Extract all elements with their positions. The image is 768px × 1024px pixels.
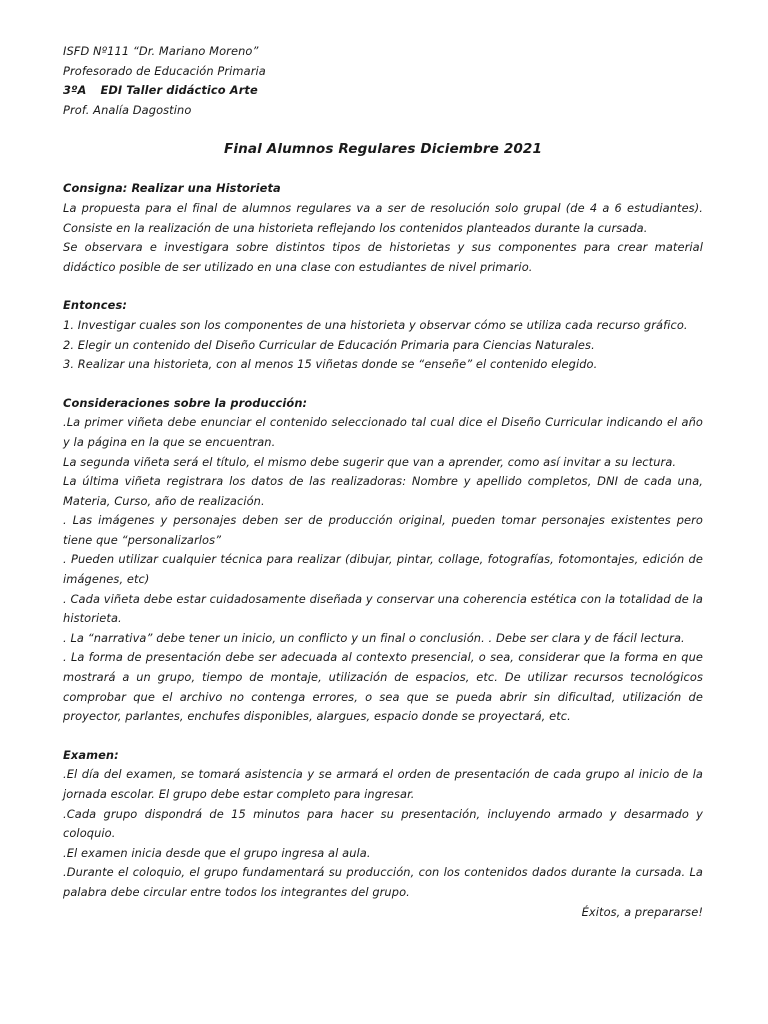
examen-section xyxy=(63,746,703,922)
examen-heading: Examen: xyxy=(63,747,119,762)
consideraciones-item: . La “narrativa” debe tener un inicio, un conflicto y un final o conclusión. . Debe ser clara y de fácil lectura. xyxy=(63,630,685,645)
consideraciones-section xyxy=(63,394,703,727)
consideraciones-item: .La primer viñeta debe enunciar el contenido seleccionado tal cual dice el Diseño Curricular indicando el año y la página en la que se encuentran. xyxy=(63,415,703,449)
consideraciones-item: . Las imágenes y personajes deben ser de producción original, pueden tomar personajes existentes pero tiene que “personalizarlos” xyxy=(63,513,703,547)
consigna-paragraph: Se observara e investigara sobre distintos tipos de historietas y sus componentes para crear material didáctico posible de ser utilizado en una clase con estudiantes de nivel primario. xyxy=(63,240,703,274)
consideraciones-heading: Consideraciones sobre la producción: xyxy=(63,395,308,410)
program-line: Profesorado de Educación Primaria xyxy=(63,63,266,78)
course-name: EDI Taller didáctico Arte xyxy=(100,83,258,98)
examen-item: .El día del examen, se tomará asistencia y se armará el orden de presentación de cada grupo al inicio de la jornada escolar. El grupo debe estar completo para ingresar. xyxy=(63,767,703,801)
document-page xyxy=(63,42,703,922)
examen-item: .Cada grupo dispondrá de 15 minutos para hacer su presentación, incluyendo armado y desarmado y coloquio. xyxy=(63,806,703,841)
consideraciones-item: . Cada viñeta debe estar cuidadosamente diseñada y conservar una coherencia estética con la totalidad de la historieta. xyxy=(63,591,703,626)
document-title: Final Alumnos Regulares Diciembre 2021 xyxy=(223,141,543,158)
course-code: 3ºA xyxy=(63,83,87,98)
document-header xyxy=(63,42,703,120)
entonces-item: 3. Realizar una historieta, con al menos 15 viñetas donde se “enseñe” el contenido elegido. xyxy=(63,357,598,372)
institution-line: ISFD Nº111 “Dr. Mariano Moreno” xyxy=(63,44,259,58)
consigna-heading: Consigna: Realizar una Historieta xyxy=(63,181,281,196)
consideraciones-item: La segunda viñeta será el título, el mismo debe sugerir que van a aprender, como así invitar a su lectura. xyxy=(63,454,677,469)
entonces-section xyxy=(63,296,703,374)
course-line xyxy=(63,81,703,101)
entonces-heading: Entonces: xyxy=(63,298,127,313)
closing-line: Éxitos, a prepararse! xyxy=(581,904,703,919)
entonces-item: 1. Investigar cuales son los componentes de una historieta y observar cómo se utiliza cada recurso gráfico. xyxy=(63,317,688,332)
consideraciones-item: . La forma de presentación debe ser adecuada al contexto presencial, o sea, considerar que la forma en que mostrará a un grupo, tiempo de montaje, utilización de espacios, etc. De utilizar recursos tecnológicos comprobar que el archivo no contenga errores, o sea que se pueda abrir sin dificultad, utilización de proyector, parlantes, enchufes disponibles, alargues, espacio donde se proyectará, etc. xyxy=(63,650,703,724)
examen-item: .Durante el coloquio, el grupo fundamentará su producción, con los contenidos dados durante la cursada. La palabra debe circular entre todos los integrantes del grupo. xyxy=(63,865,703,899)
entonces-item: 2. Elegir un contenido del Diseño Curricular de Educación Primaria para Ciencias Naturales. xyxy=(63,337,595,352)
examen-item: .El examen inicia desde que el grupo ingresa al aula. xyxy=(63,845,371,860)
consideraciones-item: La última viñeta registrara los datos de las realizadoras: Nombre y apellido completos, DNI de cada una, Materia, Curso, año de realización. xyxy=(63,474,703,508)
consigna-paragraph: La propuesta para el final de alumnos regulares va a ser de resolución solo grupal (de 4 a 6 estudiantes). Consiste en la realización de una historieta reflejando los contenidos planteados durante la cursada. xyxy=(63,200,703,235)
consideraciones-item: . Pueden utilizar cualquier técnica para realizar (dibujar, pintar, collage, fotografías, fotomontajes, edición de imágenes, etc) xyxy=(63,552,703,587)
professor-line: Prof. Analía Dagostino xyxy=(63,102,192,117)
consigna-section xyxy=(63,179,703,277)
